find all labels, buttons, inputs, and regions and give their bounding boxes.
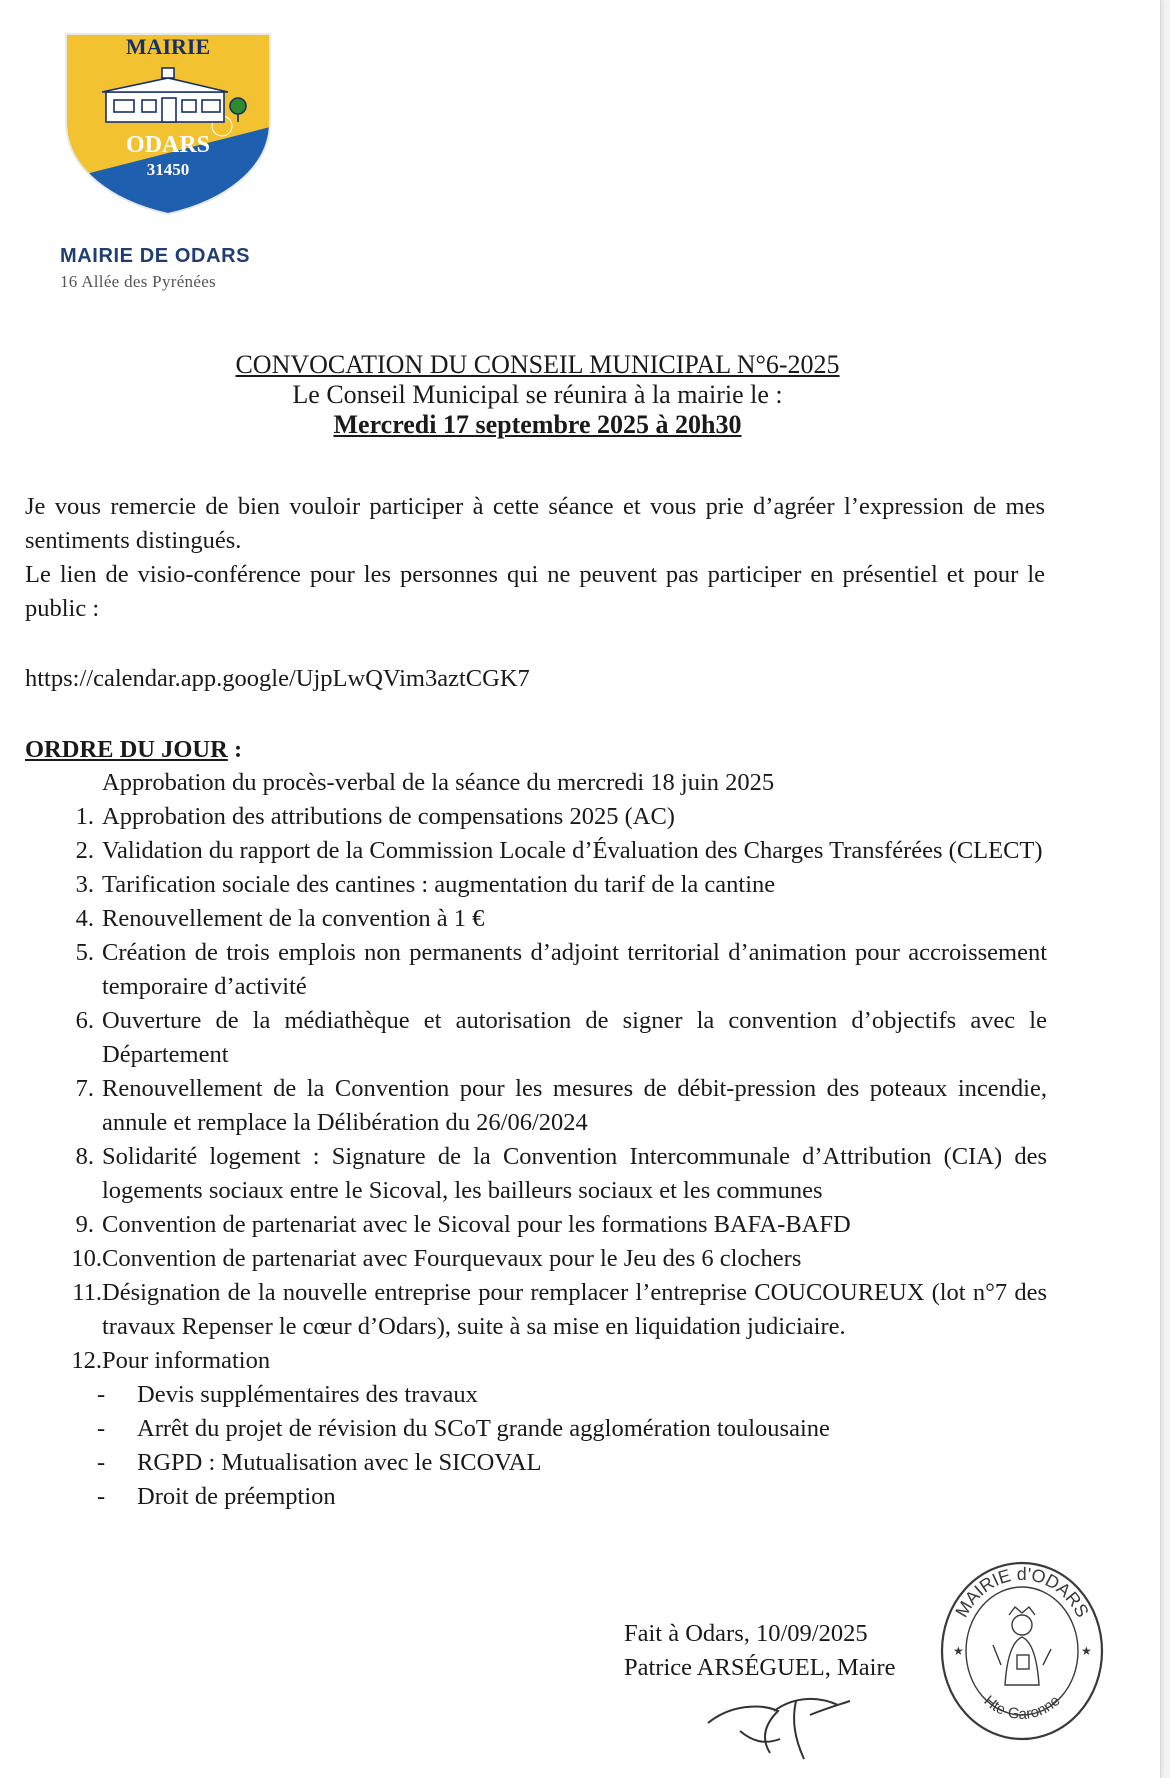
agenda-item	[25, 834, 1047, 868]
agenda-item-number: 7.	[75, 1075, 94, 1102]
dash-bullet: -	[97, 1381, 106, 1408]
information-sub-item-text: Devis supplémentaires des travaux	[137, 1381, 478, 1408]
dash-bullet: -	[97, 1415, 106, 1442]
agenda-item-number: 10.	[71, 1245, 102, 1272]
agenda-item-text: Validation du rapport de la Commission Locale d’Évaluation des Charges Transférées (CLECT)	[102, 837, 1043, 864]
information-sub-item	[97, 1412, 1047, 1446]
information-sub-item	[97, 1378, 1047, 1412]
agenda-item	[25, 1344, 1047, 1378]
svg-text:Hte-Garonne	[981, 1692, 1064, 1723]
agenda-item-text: Ouverture de la médiathèque et autorisation de signer la convention d’objectifs avec le Département	[102, 1007, 1047, 1068]
agenda-item-number: 11.	[72, 1279, 102, 1306]
videoconference-paragraph: Le lien de visio-conférence pour les personnes qui ne peuvent pas participer en présentiel et pour le public :	[25, 561, 1045, 622]
agenda-title: ORDRE DU JOUR	[25, 736, 228, 763]
organization-name: MAIRIE DE ODARS	[60, 245, 251, 267]
agenda-item-text: Convention de partenariat avec le Sicoval pour les formations BAFA-BAFD	[102, 1211, 851, 1238]
organization-header	[60, 245, 250, 292]
town-crest-logo	[62, 30, 274, 218]
agenda-item	[25, 1242, 1047, 1276]
marianne-figure-icon	[993, 1607, 1051, 1685]
agenda-item-text: Tarification sociale des cantines : augmentation du tarif de la cantine	[102, 871, 776, 898]
information-sub-item-text: RGPD : Mutualisation avec le SICOVAL	[137, 1449, 542, 1476]
agenda-item-number: 5.	[75, 939, 94, 966]
agenda-item-text: Renouvellement de la Convention pour les mesures de débit-pression des poteaux incendie, annule et remplace la Délibération du 26/06/2024	[102, 1075, 1047, 1136]
agenda-item-text: Renouvellement de la convention à 1 €	[102, 905, 485, 932]
handwritten-signature	[700, 1675, 860, 1765]
agenda-item-number: 1.	[75, 803, 94, 830]
agenda-preface-row	[25, 766, 1047, 800]
logo-name-text: ODARS	[125, 132, 211, 158]
agenda-item	[25, 1208, 1047, 1242]
agenda-list	[25, 766, 1047, 1514]
logo-postcode-text: 31450	[146, 160, 190, 179]
agenda-item	[25, 1276, 1047, 1344]
agenda-title-colon: :	[227, 736, 243, 763]
intro-section	[25, 490, 1045, 626]
information-sub-item	[97, 1446, 1047, 1480]
information-sub-item-text: Droit de préemption	[137, 1483, 336, 1510]
agenda-item-number: 2.	[75, 837, 94, 864]
agenda-item-number: 9.	[75, 1211, 94, 1238]
signature-place-date: Fait à Odars, 10/09/2025	[624, 1620, 868, 1647]
agenda-item	[25, 1140, 1047, 1208]
agenda-item-text: Pour information	[102, 1347, 271, 1374]
agenda-item	[25, 936, 1047, 1004]
document-title: CONVOCATION DU CONSEIL MUNICIPAL N°6-2025	[235, 350, 840, 379]
agenda-item	[25, 1004, 1047, 1072]
agenda-item	[25, 868, 1047, 902]
stamp-bottom-text: Hte-Garonne	[980, 1692, 1064, 1723]
intro-paragraph: Je vous remercie de bien vouloir participer à cette séance et vous prie d’agréer l’expression de mes sentiments distingués.	[25, 493, 1045, 554]
agenda-item-number: 12.	[71, 1347, 102, 1374]
official-stamp	[935, 1555, 1109, 1745]
videoconference-link[interactable]: https://calendar.app.google/UjpLwQVim3aztCGK7	[25, 665, 530, 692]
signatory-name: Patrice ARSÉGUEL, Maire	[624, 1654, 896, 1681]
agenda-item	[25, 902, 1047, 936]
meeting-date: Mercredi 17 septembre 2025 à 20h30	[333, 410, 742, 439]
agenda-item-text: Création de trois emplois non permanents d’adjoint territorial d’animation pour accroissement temporaire d’activité	[102, 939, 1047, 1000]
organization-address: 16 Allée des Pyrénées	[60, 272, 216, 291]
agenda-item	[25, 1072, 1047, 1140]
stamp-star-icon: ★	[1081, 1644, 1092, 1658]
agenda-item-text: Solidarité logement : Signature de la Convention Intercommunale d’Attribution (CIA) des logements sociaux entre le Sicoval, les bailleurs sociaux et les communes	[102, 1143, 1047, 1204]
information-sub-item	[97, 1480, 1047, 1514]
agenda-item-number: 6.	[75, 1007, 94, 1034]
agenda-item-text: Désignation de la nouvelle entreprise pour remplacer l’entreprise COUCOUREUX (lot n°7 des travaux Repenser le cœur d’Odars), suite à sa mise en liquidation judiciaire.	[102, 1279, 1047, 1340]
information-sub-item-text: Arrêt du projet de révision du SCoT grande agglomération toulousaine	[137, 1415, 830, 1442]
agenda-item-text: Approbation des attributions de compensations 2025 (AC)	[102, 803, 675, 830]
agenda-heading	[25, 733, 242, 767]
stamp-star-icon: ★	[953, 1644, 964, 1658]
agenda-item-number: 8.	[75, 1143, 94, 1170]
agenda-item	[25, 800, 1047, 834]
stamp-top-text: MAIRIE d'ODARS	[951, 1563, 1093, 1621]
agenda-preface: Approbation du procès-verbal de la séance du mercredi 18 juin 2025	[102, 769, 775, 796]
meeting-announcement: Le Conseil Municipal se réunira à la mairie le :	[292, 380, 783, 409]
dash-bullet: -	[97, 1449, 106, 1476]
logo-top-text: MAIRIE	[125, 34, 211, 59]
agenda-item-text: Convention de partenariat avec Fourquevaux pour le Jeu des 6 clochers	[102, 1245, 802, 1272]
information-sub-list	[97, 1378, 1047, 1514]
agenda-item-number: 4.	[75, 905, 94, 932]
convocation-title	[0, 350, 1075, 440]
dash-bullet: -	[97, 1483, 106, 1510]
agenda-item-number: 3.	[75, 871, 94, 898]
